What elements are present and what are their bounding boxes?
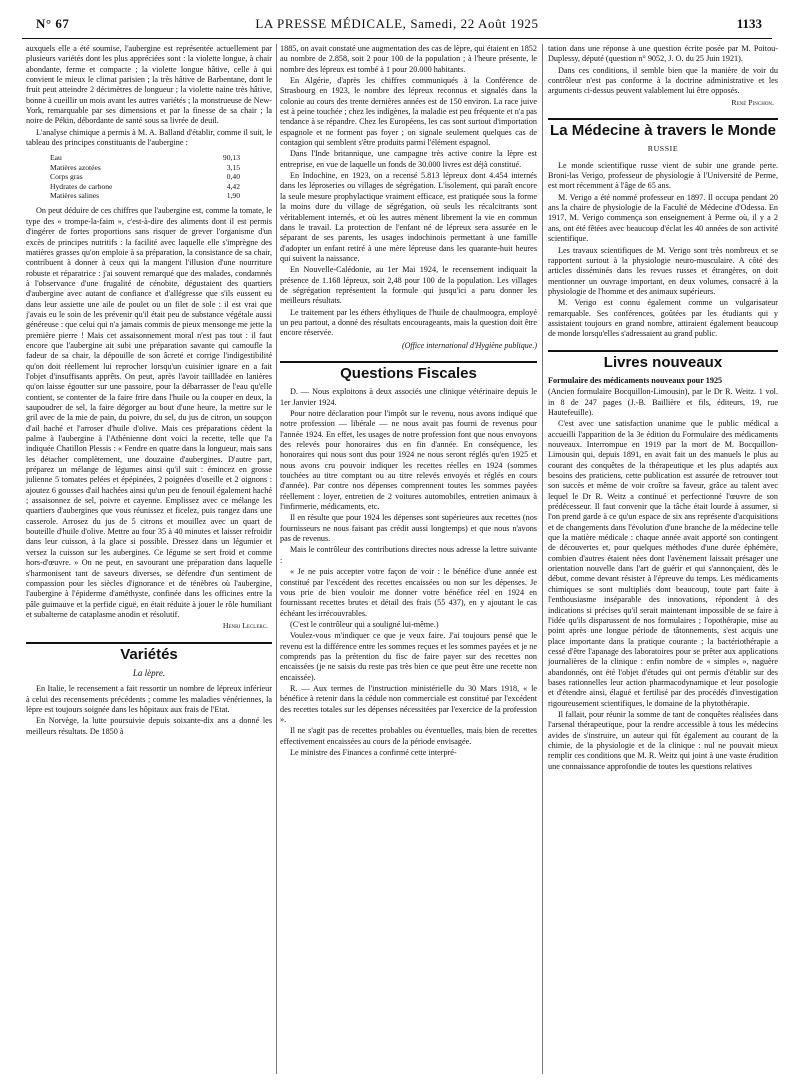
- paragraph: Voulez-vous m'indiquer ce que je veux faire. J'ai toujours pensé que le revenu est la différence entre les sommes reçues et les sommes payées et je ne comprends pas la prétention du fisc de faire payer sur des recettes non encaissées (je ne saisis du reste pas très bien ce que peut être une recette non encaissée).: [280, 631, 537, 682]
- section-heading: Questions Fiscales: [280, 361, 537, 379]
- paragraph: En Nouvelle-Calédonie, au 1er Mai 1924, le recensement indiquait la présence de 1.168 lépreux, soit 2,48 pour 100 de la population. Les villages de ségrégation représentent la formule qui jusqu'ici a paru donner les meilleurs résultats.: [280, 265, 537, 306]
- column-2: [280, 44, 537, 1074]
- paragraph: Il en résulte que pour 1924 les dépenses sont supérieures aux recettes (nos fournisseurs ne nous faisant pas crédit aussi longtemps) et que nous n'avons pas de revenus.: [280, 513, 537, 544]
- paragraph: auxquels elle a été soumise, l'aubergine est représentée actuellement par plusieurs variétés dont les plus appréciées sont : la violette longue, à chair abondante, ferme et compacte ; la violette longue hâtive, celle à qui convient le mieux le climat parisien ; la très hâtive de Barbentane, dont le fruit peut atteindre 2 décimètres de longueur ; la violette naine très hâtive, bonne à cueillir un mois avant les autres variétés ; la monstrueuse de New-York, remarquable par ses dimensions et par la finesse de sa chair ; la noire de Pékin, débordante de santé sous sa livrée de deuil.: [26, 44, 272, 126]
- table-row: Hydrates de carbone 4,42: [50, 181, 240, 191]
- book-title: Formulaire des médicaments nouveaux pour 1925: [548, 375, 723, 385]
- paragraph: En Italie, le recensement a fait ressortir un nombre de lépreux inférieur à celui des recensements précédents ; comme les maladies vénériennes, la lèpre est toujours soignée dans les hôpitaux aux frais de l'Etat.: [26, 684, 272, 714]
- paragraph: Dans ces conditions, il semble bien que la manière de voir du contrôleur n'est pas conforme à la doctrine administrative et les arguments ci-dessus peuvent valablement lui être opposés.: [548, 65, 778, 96]
- book-meta: (Ancien formulaire Bocquillon-Limousin), par le Dr R. Weitz. 1 vol. in 8 de 247 pages (J.-B. Baillière et fils, éditeurs, 19, rue Hautefeuille).: [548, 387, 778, 417]
- section-heading: Livres nouveaux: [548, 350, 778, 368]
- paragraph: En Algérie, d'après les chiffres communiqués à la Conférence de Strasbourg en 1923, le nombre des lépreux reconnus et signalés dans la colonie au cours des trente dernières années est de 150 environ. La race juive est à peine touchée ; chez les indigènes, la maladie est peu fréquente et n'a pas tendance à se répandre. Chez les Européens, les cas sont surtout d'importation espagnole et ne forment pas foyer ; on signale seulement quelques cas de contagion qui semblent s'être produits parmi l'élément espagnol.: [280, 76, 537, 148]
- column-rule-1: [276, 44, 277, 1074]
- journal-title: LA PRESSE MÉDICALE, Samedi, 22 Août 1925: [255, 16, 539, 31]
- masthead: [22, 8, 772, 39]
- paragraph: Il fallait, pour réunir la somme de tant de conquêtes réalisées dans l'arsenal thérapeutique, pour la rendre accessible à tous les médecins avides de s'instruire, un auteur qui fût également au courant de la chimie, de la physiologie et de la clinique : nul ne pouvait mieux remplir ces conditions que M. R. Weitz qui joint à une vaste érudition une connaissance approfondie de toutes les questions relatives: [548, 709, 778, 771]
- paragraph: On peut déduire de ces chiffres que l'aubergine est, comme la tomate, le type des « trompe-la-faim », c'est-à-dire des aliments dont il est permis d'ingérer de fortes proportions sans risquer de grever l'organisme d'un excès de principes nutritifs : la facilité avec laquelle elle s'imprègne des matières grasses qu'on emploie à sa préparation, la consistance de sa chair, contribuent à donner à ceux qui la mangent l'illusion d'une nourriture robuste et réparatrice : j'ai souvent remarqué que des malades, condamnés à l'observance d'une frugalité de cénobite, dégustaient des quartiers d'aubergine avec autant de confiance et d'allégresse que s'ils eussent eu dans leur assiette une aile de poulet ou un filet de sole : il est vrai que j'avais eu le soin de les prévenir qu'il était peu de substance végétale aussi généreuse : que celui qui n'a jamais commis de pieux mensonge me jette la première pierre ! Mais cet assaisonnement moral n'est pas tout : il faut encore que l'aubergine ait subi une préparation savante qui camoufle la fadeur de sa chair, la dépouille de son âcreté et corrige l'indigestibilité qu'on doit réellement lui reprocher lorsqu'un cuisinier ignare en a fait l'objet d'insuffisants apprêts. On peut, après l'avoir taillladée en lanières qu'on laisse égoutter sur une passoire, pour la débarrasser de l'eau qu'elle contient, se contenter de la faire frire dans l'huile ou la couper en deux, la saupoudrer de sel, la faire dégorger au bout d'une heure, la mettre sur le gril avec de la mie de pain, du poivre, du sel, du jus de citron, un soupçon d'ail haché et l'arroser d'huile d'olive. Mais ces préparations cèdent la palme à l'aubergine à l'Athénienne dont voici la recette, telle que l'a indiquée Chatillon Plessis : « Fendre en quatre dans la longueur, mais sans les détacher complètement, une douzaine d'aubergines. D'autre part, préparez un mélange de légumes ainsi qu'il suit : émincez en grosse julienne 5 tomates pelées et épépinées, 2 poignées d'oseille et 2 oignons : ajoutez 6 gousses d'ail hachées ainsi qu'un peu de fenouil également haché ; assaisonnez de sel, poivre et cayenne. Emplissez avec ce mélange les quartiers d'aubergines que vous réunissez et ficelez, puis rangez dans une casserole. Arrosez du jus de 5 citrons et mouillez avec un quart de bouteille d'huile d'olive. Mettre au four 35 à 40 minutes et laisser refroidir dans leur cuisson, à la glace si possible. Dressez dans un légumier et versez la cuisson sur les aubergines. Ce légume se sert froid et comme hors-d'œuvre. » On ne peut, en savourant une préparation dans laquelle s'harmonisent tant de saveurs diverses, se défendre d'un sentiment de compassion pour les siècles d'ignorance et de ténèbres où l'aubergine, l'aubergine à l'épiderme d'améthyste, confinée dans les officines entre la pâle guimauve et la perfide ciguë, en était réduite à jouer le rôle humiliant et subalterne de cataplasme anodin et résolutif.: [26, 206, 272, 619]
- paragraph: M. Verigo a été nommé professeur en 1897. Il occupa pendant 20 ans la chaire de physiologie de la Faculté de Médecine d'Odessa. En 1917, M. Verigo commença son enseignement à Perme où, il y a 2 ans, ont été fêtées avec beaucoup d'éclat les 40 années de son activité scientifique.: [548, 192, 778, 244]
- paragraph: L'analyse chimique a permis à M. A. Balland d'établir, comme il suit, le tableau des principes constituants de l'aubergine :: [26, 127, 272, 148]
- paragraph: En Indochine, en 1923, on a recensé 5.813 lépreux dont 4.454 internés dans les léproseries ou villages de ségrégation. L'isolement, qui paraît encore la seule mesure prophylactique vraiment efficace, est pratiquée sous la forme la moins dure du village de ségrégation, où seuls les récalcitrants sont véritablement internés, et où les autres mènent librement la vie en commun dans le travail. La protection de l'enfant né de lépreux sera assurée en le séparant de ses parents, les usages indochinois permettant à une famille d'adopter un enfant retiré à une mère lépreuse dans les quarante-huit heures qui suivent la naissance.: [280, 171, 537, 263]
- paragraph: Dans l'Inde britannique, une campagne très active contre la lèpre est entreprise, en vue de laquelle un fonds de 30.000 livres est déjà constitué.: [280, 149, 537, 169]
- page-number: 1133: [736, 16, 762, 31]
- paragraph: Le traitement par les éthers éthyliques de l'huile de chaulmoogra, employé un peu partout, a donné des résultats encourageants, mais la question doit être encore réservée.: [280, 307, 537, 338]
- column-3: [548, 44, 778, 1074]
- paragraph: En Norvège, la lutte poursuivie depuis soixante-dix ans a donné les meilleurs résultats. De 1850 à: [26, 716, 272, 736]
- paragraph: tation dans une réponse à une question écrite posée par M. Poitou-Duplessy, député (question n° 9052, J. O. du 25 Juin 1921).: [548, 44, 778, 64]
- paragraph: Le monde scientifique russe vient de subir une grande perte. Broni-las Verigo, professeur de physiologie à l'Université de Perme, est mort récemment à l'âge de 65 ans.: [548, 160, 778, 191]
- paragraph: Mais le contrôleur des contributions directes nous adresse la lettre suivante :: [280, 545, 537, 565]
- paragraph: (C'est le contrôleur qui a souligné lui-même.): [290, 619, 439, 629]
- column-1: [26, 44, 272, 1074]
- paragraph: Pour notre déclaration pour l'impôt sur le revenu, nous avons indiqué que notre profession — libérale — ne nous avait pas fourni de revenus pour l'année 1924. En effet, les usages de notre profession font que nous envoyons des relevés pour honoraires dus en fin d'année. En conséquence, les honoraires qui nous sont dus pour 1924 ne nous seront réglés qu'en 1925 et nous avons cru pouvoir indiquer les recettes réelles en 1924 (sommes touchées au titre comptant ou au titre relevés envoyés et réglés en cours d'année). Par contre nos dépenses comprennent toutes les sommes payées réellement : loyer, entretien de 2 voitures automobiles, entretien animaux à l'infirmerie, médicaments, etc.: [280, 409, 537, 512]
- paragraph: C'est avec une satisfaction unanime que le public médical a accueilli l'apparition de la 3e édition du Formulaire des médicaments nouveaux. Interrompue en 1919 par la mort de M. Bocquillon-Limousin qui, depuis 1891, en avait fait un des manuels le plus au courant des conquêtes de la thérapeutique et les plus adaptés aux besoins des praticiens, cette publication est assurée de retrouver tout son succès et même de voir croître sa faveur, grâce au talent avec lequel le Dr R. Weitz a continué et perfectionné l'œuvre de son prédécesseur. Il faut convenir que la tâche était lourde à assumer, si l'on prend garde à ce qu'un espace de six ans représente d'acquisitions et de changements dans l'évolution d'une branche de la médecine telle que la matière médicale : chaque année avait apporté son contingent de découvertes et, pour quelques méthodes d'une durée éphémère, combien d'autres étaient nées dont l'avènement laissait présager une orientation nouvelle dans l'art de guérir et qui s'annonçaient, dès le début, comme devant résister à l'épreuve du temps. Les médicaments chimiques se sont multipliés dont beaucoup, toute part faite à l'enthousiasme inséparable des innovations, répondent à des indications si précises qu'il serait maintenant impossible de se faire à l'idée qu'ils disparussent de nos formulaires ; l'opothérapie, mise au point après une longue période de tâtonnements, s'est acquis une place importante dans la pratique courante ; la bactériothérapie a cessé d'être l'apanage des laboratoires pour se prêter aux applications journalières de la clinique : enfin nombre de « simples », naguère abandonnés, ont été l'objet d'études qui ont permis d'établir sur des bases rationnelles leur action pharmacodynamique et leur posologie et d'étendre ainsi, élagué et fertilisé par des procédés d'investigation rigoureusement scientifiques, le domaine de la phytothérapie.: [548, 419, 778, 708]
- composition-table: [50, 153, 240, 200]
- source-credit: (Office international d'Hygiène publique.): [401, 340, 537, 350]
- signature: René Pinchon.: [731, 97, 774, 107]
- table-row: Matières azotées 3,15: [50, 162, 240, 172]
- paragraph: Il ne s'agit pas de recettes probables ou éventuelles, mais bien de recettes effectivement encaissées au cours de la période envisagée.: [280, 726, 537, 746]
- paragraph: M. Verigo est connu également comme un vulgarisateur remarquable. Ses conférences, goûtées par les étudiants qui y assistaient toujours en grand nombre, attiraient également beaucoup de monde lorsqu'elles s'adressaient au grand public.: [548, 298, 778, 339]
- paragraph: D. — Nous exploitons à deux associés une clinique vétérinaire depuis le 1er Janvier 1924.: [280, 387, 537, 407]
- subsection-heading: RUSSIE: [647, 144, 679, 154]
- issue-number: N° 67: [36, 16, 70, 31]
- paragraph: 1885, on avait constaté une augmentation des cas de lèpre, qui étaient en 1852 au nombre de 2.858, soit 2 pour 100 de la population ; à l'heure présente, le nombre des lépreux est tombé à 1 pour 20.000 habitants.: [280, 44, 537, 74]
- paragraph: Le ministre des Finances a confirmé cette interpré-: [290, 748, 457, 757]
- table-row: Corps gras 0,40: [50, 172, 240, 182]
- paragraph: Les travaux scientifiques de M. Verigo sont très nombreux et se rapportent surtout à la physiologie neuro-musculaire. A côté des articles disséminés dans les revues russes et étrangères, on doit mentionner un ouvrage important, en deux volumes, consacré à la physiologie de l'homme et des animaux supérieurs.: [548, 245, 778, 296]
- paragraph: R. — Aux termes de l'instruction ministérielle du 30 Mars 1918, « le bénéfice à retenir dans la cédule non commerciale est constitué par l'excédent des recettes totales sur les dépenses nécessitées par l'exercice de la profession ».: [280, 683, 537, 724]
- subsection-heading: La lèpre.: [132, 667, 166, 678]
- table-row: Matières salines 1,90: [50, 191, 240, 201]
- paragraph: « Je ne puis accepter votre façon de voir : le bénéfice d'une année est constitué par l'excédent des recettes encaissées ou non sur les dépenses. Je vous prie de bien vouloir me donner votre bénéfice réel en 1924 en fournissant recettes brutes et détail des frais (55 437), en y ajoutant le cas échéant les irrécouvrables.: [280, 567, 537, 618]
- section-heading: Variétés: [26, 642, 272, 660]
- section-heading: La Médecine à travers le Monde: [548, 118, 778, 136]
- column-rule-2: [542, 44, 543, 1074]
- table-row: Eau 90,13: [50, 153, 240, 163]
- signature: Henri Leclerc.: [222, 621, 268, 631]
